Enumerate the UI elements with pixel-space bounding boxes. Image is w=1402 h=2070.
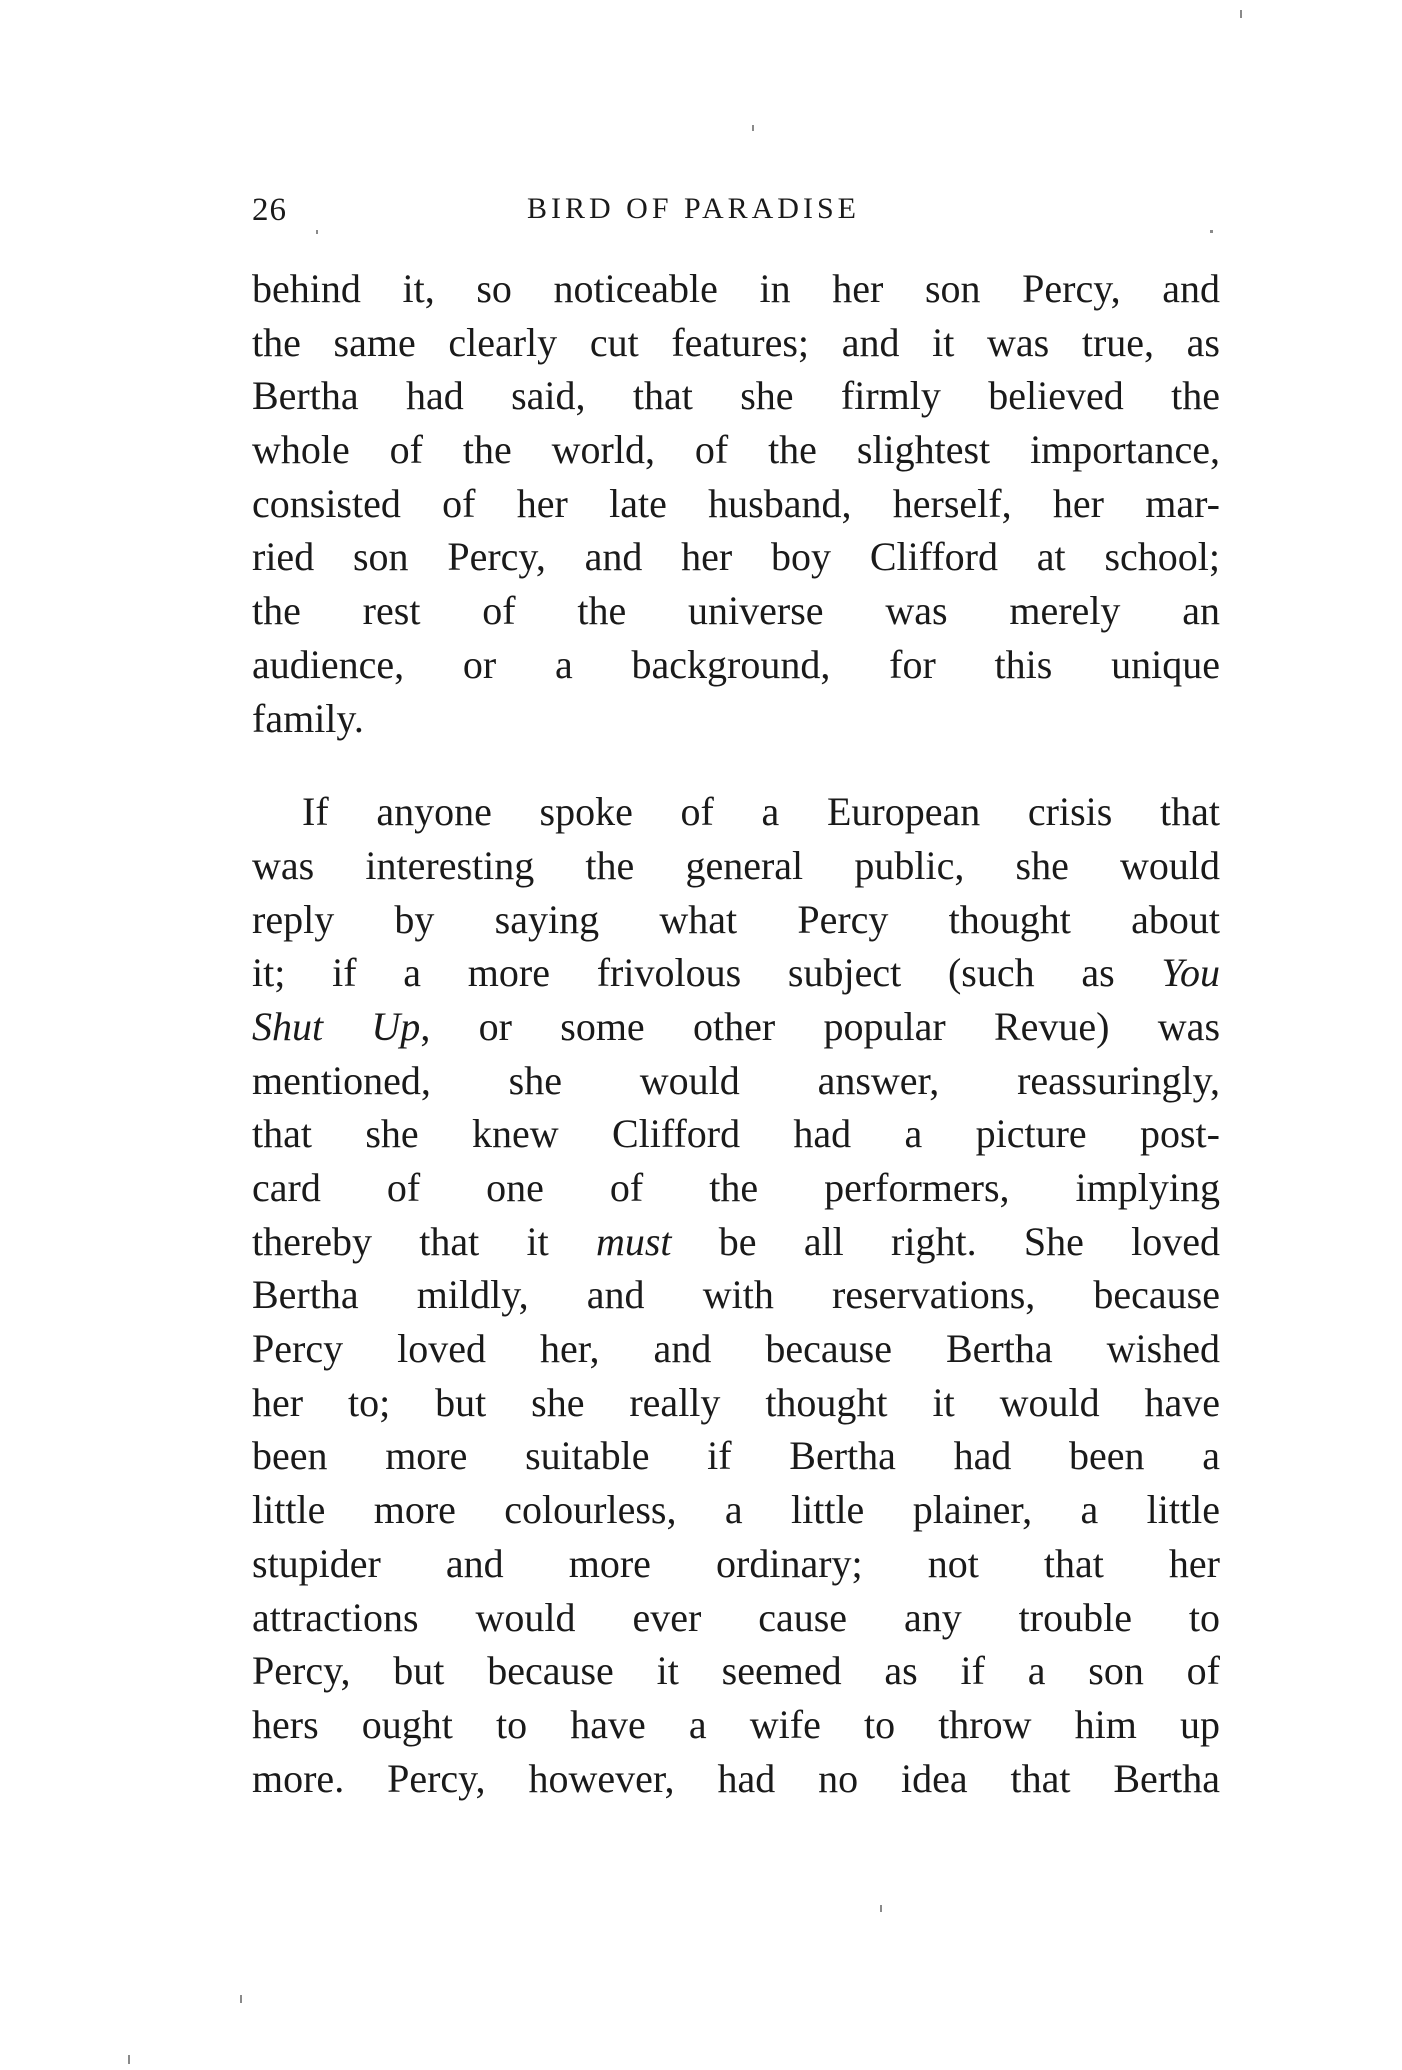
italic-emphasis: must: [595, 1218, 672, 1264]
text-line: audience, or a background, for this unique: [252, 641, 1220, 687]
text-run: be all right. She loved: [671, 1218, 1220, 1264]
text-line: [252, 946, 1220, 1000]
text-line: whole of the world, of the slightest importance,: [252, 427, 1220, 473]
scan-speck: [240, 1995, 242, 2003]
text-line: that she knew Clifford had a picture post-: [252, 1111, 1220, 1157]
text-line: Bertha mildly, and with reservations, because: [252, 1272, 1220, 1318]
text-line: [252, 1000, 1220, 1054]
text-line: her to; but she really thought it would have: [252, 1379, 1220, 1425]
paragraph-2: [252, 785, 1220, 1805]
text-line: the same clearly cut features; and it was true, as: [252, 319, 1220, 365]
text-line: hers ought to have a wife to throw him up: [252, 1701, 1220, 1747]
body-text: [252, 262, 1220, 1805]
page-number: 26: [252, 192, 287, 228]
text-line: [252, 1215, 1220, 1269]
text-run: thereby that it: [252, 1218, 596, 1264]
running-title: BIRD OF PARADISE: [527, 192, 860, 225]
text-line: Percy loved her, and because Bertha wished: [252, 1326, 1220, 1372]
text-line: If anyone spoke of a European crisis that: [302, 789, 1220, 835]
scan-speck: [128, 2055, 130, 2064]
text-line: card of one of the performers, implying: [252, 1165, 1220, 1210]
paragraph-gap: [252, 745, 1220, 785]
paragraph-1: [252, 262, 1220, 745]
text-line: more. Percy, however, had no idea that Bertha: [252, 1755, 1220, 1801]
text-line: ried son Percy, and her boy Clifford at school;: [252, 534, 1220, 580]
text-run: , or some other popular Revue) was: [420, 1003, 1221, 1049]
text-line: been more suitable if Bertha had been a: [252, 1433, 1220, 1479]
text-line: stupider and more ordinary; not that her: [252, 1540, 1220, 1586]
text-line: Percy, but because it seemed as if a son of: [252, 1648, 1220, 1694]
text-line: the rest of the universe was merely an: [252, 588, 1220, 634]
running-head: [252, 192, 1220, 242]
text-line: little more colourless, a little plainer, a little: [252, 1487, 1220, 1533]
text-line: mentioned, she would answer, reassuringly,: [252, 1057, 1220, 1103]
italic-title: Shut Up: [252, 1003, 421, 1049]
text-line: reply by saying what Percy thought about: [252, 896, 1220, 942]
scan-speck: [752, 125, 754, 131]
text-run: it; if a more frivolous subject (such as: [252, 950, 1162, 996]
scan-speck: [880, 1905, 882, 1912]
text-line: behind it, so noticeable in her son Percy, and: [252, 266, 1220, 311]
text-line: attractions would ever cause any trouble to: [252, 1594, 1220, 1640]
text-line: Bertha had said, that she firmly believed the: [252, 373, 1220, 419]
italic-title: You: [1161, 950, 1220, 996]
text-line: family.: [252, 695, 364, 741]
text-line: was interesting the general public, she would: [252, 842, 1220, 888]
text-line: consisted of her late husband, herself, her mar-: [252, 480, 1220, 526]
scan-speck: [1240, 10, 1242, 18]
